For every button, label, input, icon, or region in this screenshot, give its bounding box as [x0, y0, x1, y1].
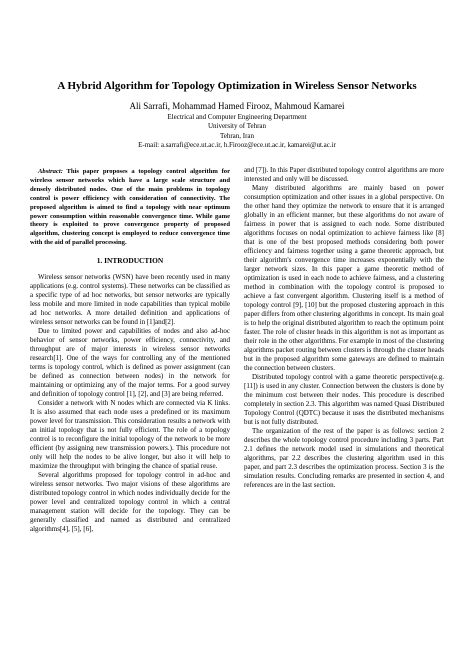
section-heading-introduction: 1. INTRODUCTION [96, 256, 164, 266]
intro-paragraph-6: Many distributed algorithms are mainly based on power consumption optimization and other issues in a global perspective. On the other hand they optimize the network to ensure that it is arranged globally in an efficient manner, but these algorithms do not aware of fairness in power that is assigned to each node. Some distributed algorithms focuses on nodal optimization to achieve fairness like [8] that is one of the best proposed methods considering both power efficiency and fairness together using a game theoretic approach, but their algorithm's convergence time increases exponentially with the larger network sizes. In this paper a game theoretic method of optimization is used in each node to achieve fairness, and a clustering method in combination with the topology control is proposed to achieve a fast convergent algorithm. Clustering itself is a method of topology control [9], [10] but the proposed clustering approach in this paper differs from other clustering algorithms in concept. Its main goal is to help the original distributed algorithm to reach the optimum point faster. The role of cluster heads in this algorithm is not as important as their role in the other algorithms. For example in most of the clustering algorithms packet routing between clusters is through the cluster heads but in the proposed algorithm some gateways are defined to maintain the connection between clusters. [244, 184, 444, 372]
affiliation-department: Electrical and Computer Engineering Department [167, 113, 307, 121]
intro-paragraph-5: and [7]). In this Paper distributed topology control algorithms are more interested and only will be discussed. [244, 166, 444, 183]
right-column [244, 166, 444, 490]
paper-title: A Hybrid Algorithm for Topology Optimization in Wireless Sensor Networks [57, 80, 417, 92]
intro-paragraph-4: Several algorithms proposed for topology control in ad-hoc and wireless sensor networks. Two major visions of these algorithms are distributed topology control in which nodes individually decide for the power level and centralized topology control in which a central management station will decide for the topology. They can be generally classified and named as distributed and centralized algorithms[4], [5], [6], [30, 471, 230, 534]
author-list: Ali Sarrafi, Mohammad Hamed Firooz, Mahmoud Kamarei [129, 101, 345, 111]
intro-paragraph-1: Wireless sensor networks (WSN) have been recently used in many applications (e.g. control systems). These networks can be classified as a specific type of ad hoc networks, but sensor networks are typically less mobile and more limited in node capabilities than typical mobile ad hoc networks. A more detailed definition and applications of wireless sensor networks can be found in [1]and[2]. [30, 273, 230, 327]
intro-paragraph-7: Distributed topology control with a game theoretic perspective(e.g. [11]) is used in any cluster. Connection between the clusters is done by the minimum cost between their nodes. This procedure is described completely in section 2.3. This algorithm was named Quasi Distributed Topology Control (QDTC) because it uses the distributed mechanisms but is not fully distributed. [244, 373, 444, 426]
intro-paragraph-8: The organization of the rest of the paper is as follows: section 2 describes the whole topology control procedure including 3 parts. Part 2.1 defines the network model used in simulations and theoretical algorithms, par 2.2 describes the clustering algorithm used in this paper, and part 2.3 describes the optimization process. Section 3 is the simulation results. Concluding remarks are presented in section 4, and references are in the last section. [244, 427, 444, 489]
left-column [30, 168, 230, 534]
affiliation-email: E-mail: a.sarrafi@ece.ut.ac.ir, h.Firooz@ece.ut.ac.ir, kamarei@ut.ac.ir [138, 141, 336, 150]
abstract-text: This paper proposes a topology control algorithm for wireless sensor networks which have a large scale structure and densely distributed nodes. One of the main problems in topology control is power efficiency with consideration of connectivity. The proposed algorithm is aimed to find a topology with near optimum power consumption within reasonable convergence time. While game theory is exploited to prove convergence property of proposed algorithm, clustering concept is employed to reduce convergence time with the aid of parallel processing. [30, 168, 230, 247]
intro-paragraph-2: Due to limited power and capabilities of nodes and also ad-hoc behavior of sensor networks, power efficiency, connectivity, and throughput are of major interests in wireless sensor networks research[1]. One of the ways for controlling any of the mentioned terms is topology control, which is defined as power assignment (can be defined as connection between nodes) in the network for maintaining or optimizing any of the major terms. For a good survey and definition of topology control [1], [2], and [3] are being referred. [30, 327, 230, 399]
abstract [30, 168, 230, 248]
affiliation-university: University of Tehran [207, 122, 267, 131]
affiliation-location: Tehran, Iran [219, 131, 255, 140]
affiliation-block [20, 113, 454, 151]
abstract-label: Abstract: [38, 168, 63, 175]
intro-paragraph-3: Consider a network with N nodes which are connected via K links. It is also assumed that each node uses a predefined or its maximum power level for transmission. This consideration results a network with an initial topology that is not fully efficient. The role of a topology control is to reconfigure the initial topology of the network to be more efficient (by assigning new transmission powers.). This procedure not only will help the nodes to be alive longer, but also it will help to maximize the throughput with bringing the chance of spatial reuse. [30, 399, 230, 471]
